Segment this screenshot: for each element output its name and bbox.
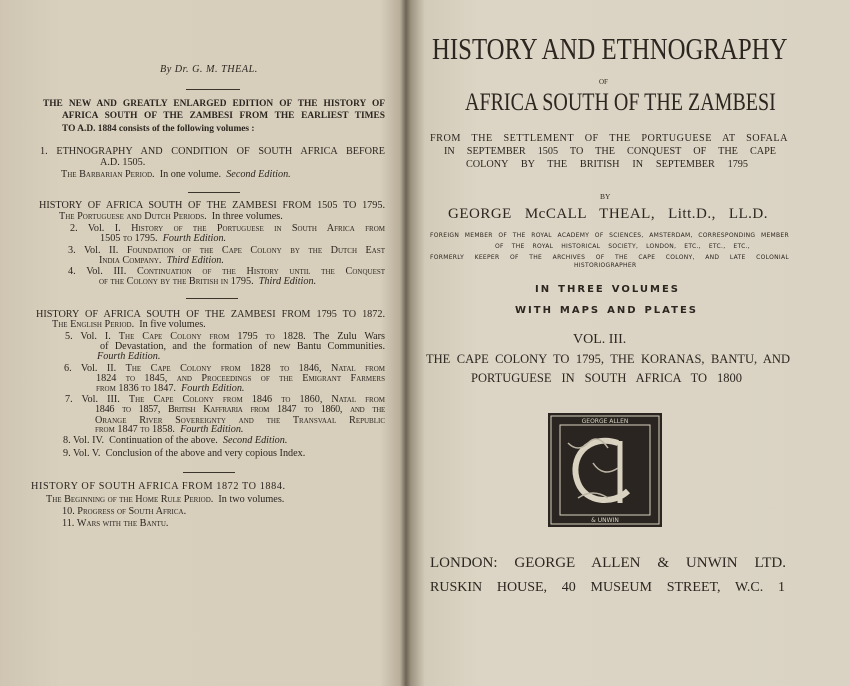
volume-number: 2. Vol. I. <box>70 223 121 234</box>
edition: Fourth Edition. <box>97 351 161 362</box>
volume-count: IN THREE VOLUMES <box>535 284 680 295</box>
edition: Third Edition. <box>258 276 317 287</box>
edition: Second Edition. <box>226 169 291 180</box>
printers-mark-icon <box>548 413 662 527</box>
volume-text: Foundation of the Cape Colony by the Dutch East <box>126 245 386 256</box>
period: The English Period. <box>52 319 135 330</box>
svg-text:GEORGE ALLEN: GEORGE ALLEN <box>581 418 629 425</box>
volume-text: History of the Portuguese in South Africa from <box>131 223 386 234</box>
credentials-line: FORMERLY KEEPER OF THE ARCHIVES OF THE CAPE COLONY, AND LATE COLONIAL <box>430 254 789 261</box>
volume-text: Continuation of the History until the Conquest <box>137 266 386 277</box>
part3-title: HISTORY OF AFRICA SOUTH OF THE ZAMBESI FROM 1795 TO 1872. <box>36 309 385 320</box>
volume-number: 9. Vol. V. <box>63 448 101 459</box>
author: GEORGE McCALL THEAL, Litt.D., LL.D. <box>448 206 768 222</box>
divider <box>188 192 240 193</box>
description-line: IN SEPTEMBER 1505 TO THE CONQUEST OF THE CAPE <box>444 146 776 157</box>
part1-title: 1. ETHNOGRAPHY AND CONDITION OF SOUTH AFRICA BEFORE <box>40 146 385 157</box>
volume-count: In five volumes. <box>139 319 206 330</box>
edition: Second Edition. <box>222 435 288 446</box>
volume-text: of the Colony by the British in 1795. <box>99 276 254 287</box>
credentials-line: OF THE ROYAL HISTORICAL SOCIETY, LONDON, ETC., ETC., ETC., <box>495 243 750 250</box>
maps-note: WITH MAPS AND PLATES <box>515 305 698 316</box>
byline: By Dr. G. M. THEAL. <box>160 64 258 75</box>
volume-entry <box>62 519 168 529</box>
part1-title: A.D. 1505. <box>100 157 146 168</box>
volume-count: In one volume. <box>159 169 222 180</box>
part2-title: HISTORY OF AFRICA SOUTH OF THE ZAMBESI FROM 1505 TO 1795. <box>39 200 385 211</box>
publisher-device-logo <box>548 413 662 527</box>
volume-text: 1824 to 1845, and Proceedings of the Emigrant Farmers <box>96 373 385 384</box>
volume-text: India Company. <box>99 255 162 266</box>
volume-number: 7. Vol. III. <box>65 394 120 405</box>
volume-number: 8. Vol. IV. <box>63 435 105 446</box>
volume-text: The Cape Colony from 1828 to 1846, Natal from <box>125 363 385 374</box>
volume-text: Orange River Sovereignty and the Transvaal Republic <box>95 415 385 426</box>
divider <box>186 298 238 299</box>
period: The Portuguese and Dutch Periods. <box>59 211 207 222</box>
period: The Barbarian Period. <box>61 169 155 180</box>
volume-title: THE CAPE COLONY TO 1795, THE KORANAS, BANTU, AND <box>426 352 790 366</box>
volume-entry <box>62 507 186 517</box>
period: The Beginning of the Home Rule Period. <box>46 494 214 505</box>
volume-number: 5. Vol. I. <box>65 331 111 342</box>
volume-text: The Zulu Wars <box>313 331 385 342</box>
volume-text: The Cape Colony from 1846 to 1860, Natal from <box>128 394 385 405</box>
volume-count: In two volumes. <box>218 494 285 505</box>
description-line: FROM THE SETTLEMENT OF THE PORTUGUESE AT SOFALA <box>430 133 788 144</box>
volume-number: 3. Vol. II. <box>68 245 119 256</box>
credentials-line: FOREIGN MEMBER OF THE ROYAL ACADEMY OF SCIENCES, AMSTERDAM, CORRESPONDING MEMBER <box>430 232 789 239</box>
volume-text: Progress of South Africa. <box>77 506 187 517</box>
volume-text: The Cape Colony from 1795 to 1828. <box>118 331 306 342</box>
volume-number: VOL. III. <box>573 332 627 347</box>
title-of: OF <box>599 78 608 86</box>
edition: Fourth Edition. <box>162 233 227 244</box>
volume-text: 1505 to 1795. <box>100 233 158 244</box>
edition: Fourth Edition. <box>181 383 245 394</box>
imprint-line: RUSKIN HOUSE, 40 MUSEUM STREET, W.C. 1 <box>430 580 785 595</box>
volume-number: 6. Vol. II. <box>64 363 117 374</box>
intro-line: AFRICA SOUTH OF THE ZAMBESI FROM THE EARLIEST TIMES <box>62 111 385 121</box>
volume-number: 11. <box>62 518 75 529</box>
volume-number: 4. Vol. III. <box>68 266 127 277</box>
volume-count: In three volumes. <box>211 211 283 222</box>
volume-entry <box>63 436 287 446</box>
volume-title: PORTUGUESE IN SOUTH AFRICA TO 1800 <box>471 371 742 385</box>
volume-text: Wars with the Bantu. <box>76 518 169 529</box>
book-subtitle: AFRICA SOUTH OF THE ZAMBESI <box>465 89 776 116</box>
volume-text: 1846 to 1857, British Kaffraria from 1847 to 1860, and the <box>95 404 385 415</box>
volume-text: of Devastation, and the formation of new Bantu Communities. <box>100 341 385 352</box>
volume-text: Continuation of the above. <box>109 435 218 446</box>
part4-title: HISTORY OF SOUTH AFRICA FROM 1872 TO 1884. <box>31 481 286 492</box>
imprint-line: LONDON: GEORGE ALLEN & UNWIN LTD. <box>430 555 786 571</box>
by-label: BY <box>600 192 611 201</box>
volume-text: Conclusion of the above and very copious Index. <box>105 448 306 459</box>
intro-line: TO A.D. 1884 consists of the following volumes : <box>62 124 255 134</box>
volume-text: from 1847 to 1858. <box>95 424 175 435</box>
edition: Third Edition. <box>166 255 224 266</box>
divider <box>183 472 235 473</box>
description-line: COLONY BY THE BRITISH IN SEPTEMBER 1795 <box>466 159 748 170</box>
book-title: HISTORY AND ETHNOGRAPHY <box>432 31 788 66</box>
intro-line: THE NEW AND GREATLY ENLARGED EDITION OF THE HISTORY OF <box>43 99 385 109</box>
volume-text: from 1836 to 1847. <box>96 383 176 394</box>
divider <box>186 89 240 90</box>
volume-number: 10. <box>62 506 75 517</box>
credentials-line: HISTORIOGRAPHER <box>574 262 637 269</box>
svg-text:& UNWIN: & UNWIN <box>591 517 619 524</box>
edition: Fourth Edition. <box>180 424 244 435</box>
volume-entry <box>63 449 305 459</box>
